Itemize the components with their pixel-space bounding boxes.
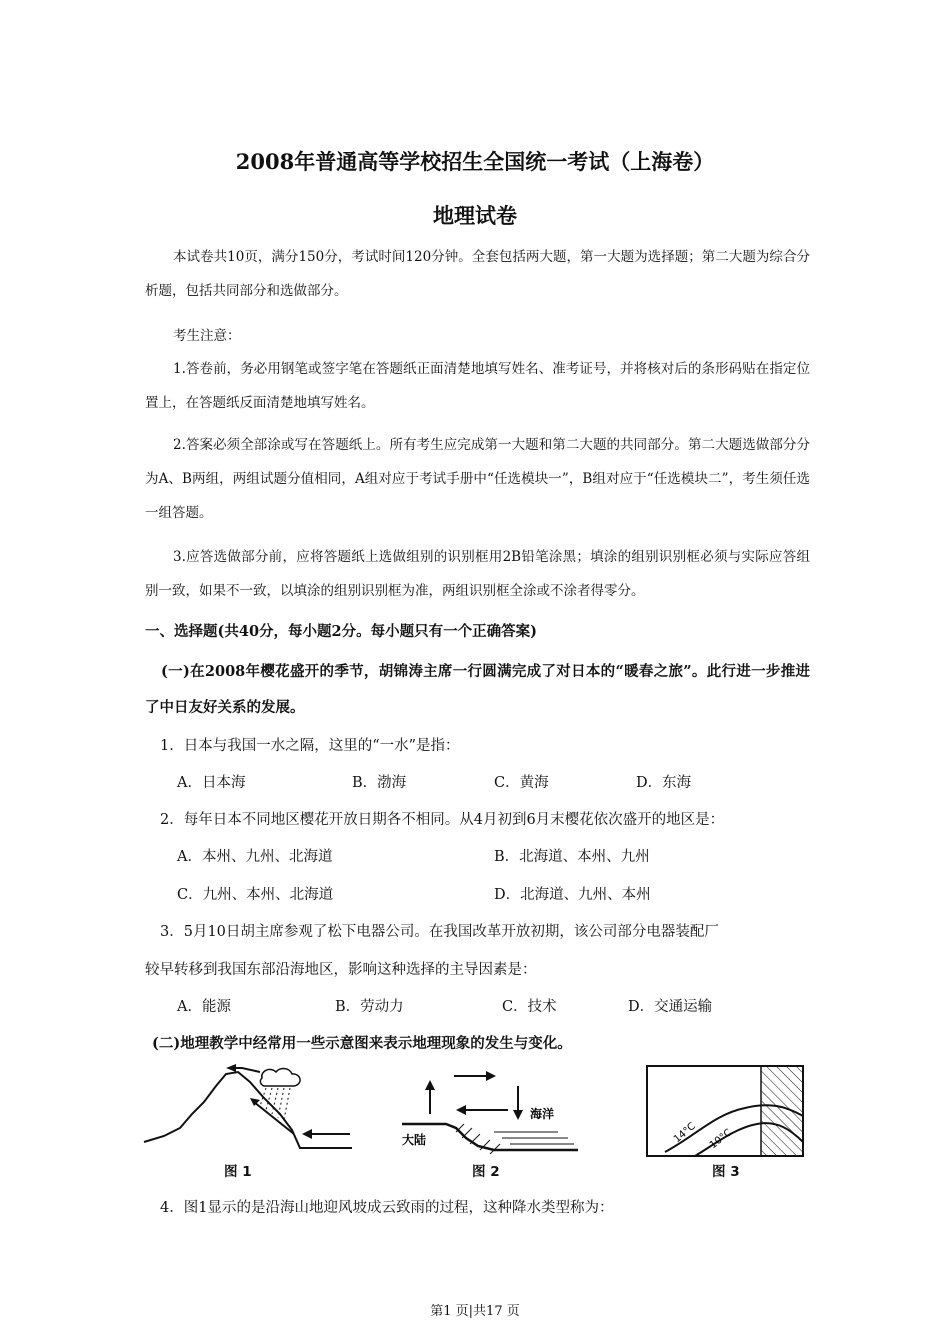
q2-option-d: D．北海道、九州、本州 xyxy=(494,887,651,903)
figure-1-orographic-rain xyxy=(142,1062,357,1158)
figure-2-caption: 图 2 xyxy=(472,1164,500,1180)
q3-option-a: A．能源 xyxy=(177,999,231,1015)
arrow-head xyxy=(226,1064,236,1072)
section-heading: 一、选择题(共40分，每小题2分。每小题只有一个正确答案) xyxy=(145,623,537,640)
rain-icon xyxy=(260,1088,290,1120)
intro-paragraph: 本试卷共10页，满分150分，考试时间120分钟。全套包括两大题，第一大题为选择题；第二大题为综合分析题，包括共同部分和选做部分。 xyxy=(145,249,810,299)
group2-intro: (二)地理教学中经常用一些示意图来表示地理现象的发生与变化。 xyxy=(152,1035,572,1052)
question-3-stem-line2: 较早转移到我国东部沿海地区，影响这种选择的主导因素是： xyxy=(145,962,537,978)
exam-subtitle: 地理试卷 xyxy=(433,203,517,228)
question-4-stem: 4．图1显示的是沿海山地迎风坡成云致雨的过程，这种降水类型称为： xyxy=(160,1200,614,1216)
q1-option-a: A．日本海 xyxy=(177,775,246,791)
figure-3-isotherms xyxy=(645,1064,805,1158)
question-1-stem: 1．日本与我国一水之隔，这里的“一水”是指： xyxy=(160,738,460,754)
page-footer: 第1 页|共17 页 xyxy=(430,1304,520,1319)
figure-2-land-sea-breeze xyxy=(398,1062,583,1158)
q3-option-c: C．技术 xyxy=(502,999,557,1015)
q1-option-c: C．黄海 xyxy=(494,775,549,791)
question-2-stem: 2．每年日本不同地区樱花开放日期各不相同。从4月初到6月末樱花依次盛开的地区是： xyxy=(160,812,725,828)
notice-label: 考生注意： xyxy=(173,328,241,344)
hatched-region xyxy=(761,1066,803,1156)
exam-title: 2008年普通高等学校招生全国统一考试（上海卷） xyxy=(235,149,715,174)
q1-option-d: D．东海 xyxy=(636,775,692,791)
ocean-label: 海洋 xyxy=(530,1107,555,1121)
coastline xyxy=(402,1124,578,1150)
figure-3-caption: 图 3 xyxy=(712,1164,740,1180)
water-lines xyxy=(494,1132,574,1144)
cloud-icon xyxy=(260,1068,300,1086)
q3-option-d: D．交通运输 xyxy=(628,999,713,1015)
q2-option-b: B．北海道、本州、九州 xyxy=(494,849,650,865)
q3-option-b: B．劳动力 xyxy=(335,999,404,1015)
group1-intro: (一)在2008年樱花盛开的季节，胡锦涛主席一行圆满完成了对日本的“暖春之旅”。此行进一步推进了中日友好关系的发展。 xyxy=(145,663,810,716)
notice-item-3: 3.应答选做部分前，应将答题纸上选做组别的识别框用2B铅笔涂黑；填涂的组别识别框必须与实际应答组别一致，如果不一致，以填涂的组别识别框为准，两组识别框全涂或不涂者得零分。 xyxy=(145,549,810,599)
q1-option-b: B．渤海 xyxy=(352,775,407,791)
isotherm-14c-label: 14°C xyxy=(671,1120,698,1146)
q2-option-c: C．九州、本州、北海道 xyxy=(177,887,334,903)
land-label: 大陆 xyxy=(402,1133,427,1147)
notice-item-2: 2.答案必须全部涂或写在答题纸上。所有考生应完成第一大题和第二大题的共同部分。第二大题选做部分分为A、B两组，两组试题分值相同，A组对应于考试手册中“任选模块一”，B组对应于“任选模块二”，考生须任选一组答题。 xyxy=(145,437,810,521)
q2-option-a: A．本州、九州、北海道 xyxy=(177,849,333,865)
isotherm-10c-label: 10°C xyxy=(707,1127,735,1152)
mountain-outline xyxy=(144,1072,352,1148)
question-3-stem-line1: 3．5月10日胡主席参观了松下电器公司。在我国改革开放初期，该公司部分电器装配厂 xyxy=(160,924,719,940)
notice-item-1: 1.答卷前，务必用钢笔或签字笔在答题纸正面清楚地填写姓名、准考证号，并将核对后的条形码贴在指定位置上，在答题纸反面清楚地填写姓名。 xyxy=(145,361,810,411)
figure-1-caption: 图 1 xyxy=(224,1164,252,1180)
